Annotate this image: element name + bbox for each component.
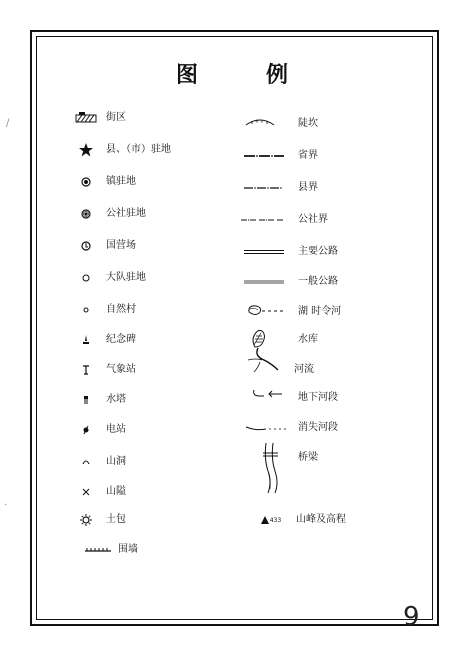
legend-title xyxy=(0,58,450,88)
legend-label-bridge: 桥梁 xyxy=(298,452,318,463)
peak-elevation-icon xyxy=(256,510,286,530)
legend-label-county-border: 县界 xyxy=(298,182,318,193)
peak-elevation-value: 433 xyxy=(269,516,282,524)
legend-label-vanishing-river: 消失河段 xyxy=(298,422,338,433)
legend-label-weather-station: 气象站 xyxy=(106,364,136,375)
legend-label-underground-river: 地下河段 xyxy=(298,392,338,403)
legend-label-county-seat: 县、（市）驻地 xyxy=(106,144,171,155)
underground-river-icon xyxy=(244,384,288,404)
monument-icon xyxy=(66,330,106,350)
legend-label-block: 街区 xyxy=(106,112,126,123)
general-road-icon xyxy=(244,272,284,292)
steep-bank-icon xyxy=(240,112,280,132)
legend-label-main-road: 主要公路 xyxy=(298,246,338,257)
legend-label-lake-seasonal-river: 湖 时令河 xyxy=(298,306,342,317)
county-border-icon xyxy=(244,178,284,198)
legend-label-reservoir: 水库 xyxy=(298,334,318,345)
legend-label-general-road: 一般公路 xyxy=(298,276,338,287)
legend-label-brigade: 大队驻地 xyxy=(106,272,146,283)
state-farm-icon xyxy=(66,236,106,256)
title-left-char: 图 xyxy=(176,62,200,88)
bridge-icon xyxy=(258,440,282,496)
main-road-icon xyxy=(244,242,284,262)
block-icon xyxy=(66,108,106,128)
page-number: 9 xyxy=(403,602,420,632)
margin-mark: / xyxy=(6,118,10,129)
title-right-char: 例 xyxy=(266,62,290,88)
province-border-icon xyxy=(244,146,284,166)
legend-label-village: 自然村 xyxy=(106,304,136,315)
legend-label-commune-border: 公社界 xyxy=(298,214,328,225)
legend-label-province-border: 省界 xyxy=(298,150,318,161)
legend-label-water-tower: 水塔 xyxy=(106,394,126,405)
vanishing-river-icon xyxy=(244,418,288,438)
legend-label-cave: 山洞 xyxy=(106,456,126,467)
brigade-icon xyxy=(66,268,106,288)
cave-icon xyxy=(66,452,106,472)
river-icon xyxy=(244,346,288,374)
legend-label-steep-bank: 陡坎 xyxy=(298,118,318,129)
commune-border-icon xyxy=(242,210,282,230)
legend-label-commune: 公社驻地 xyxy=(106,208,146,219)
mound-icon xyxy=(66,510,106,530)
wall-icon xyxy=(78,540,118,560)
power-station-icon xyxy=(66,420,106,440)
village-icon xyxy=(66,300,106,320)
mountain-pass-icon xyxy=(66,482,106,502)
star-icon xyxy=(66,140,106,160)
legend-label-power-station: 电站 xyxy=(106,424,126,435)
legend-label-river: 河流 xyxy=(294,364,314,375)
town-icon xyxy=(66,172,106,192)
weather-station-icon xyxy=(66,360,106,380)
legend-label-state-farm: 国营场 xyxy=(106,240,136,251)
legend-label-wall: 围墙 xyxy=(118,544,138,555)
legend-label-mound: 土包 xyxy=(106,514,126,525)
water-tower-icon xyxy=(66,390,106,410)
legend-label-monument: 纪念碑 xyxy=(106,334,136,345)
legend-label-mountain-pass: 山隘 xyxy=(106,486,126,497)
legend-label-town: 镇驻地 xyxy=(106,176,136,187)
lake-seasonal-river-icon xyxy=(246,300,290,320)
legend-label-peak-elevation: 山峰及高程 xyxy=(296,514,346,525)
commune-icon xyxy=(66,204,106,224)
margin-mark: · xyxy=(4,500,8,511)
